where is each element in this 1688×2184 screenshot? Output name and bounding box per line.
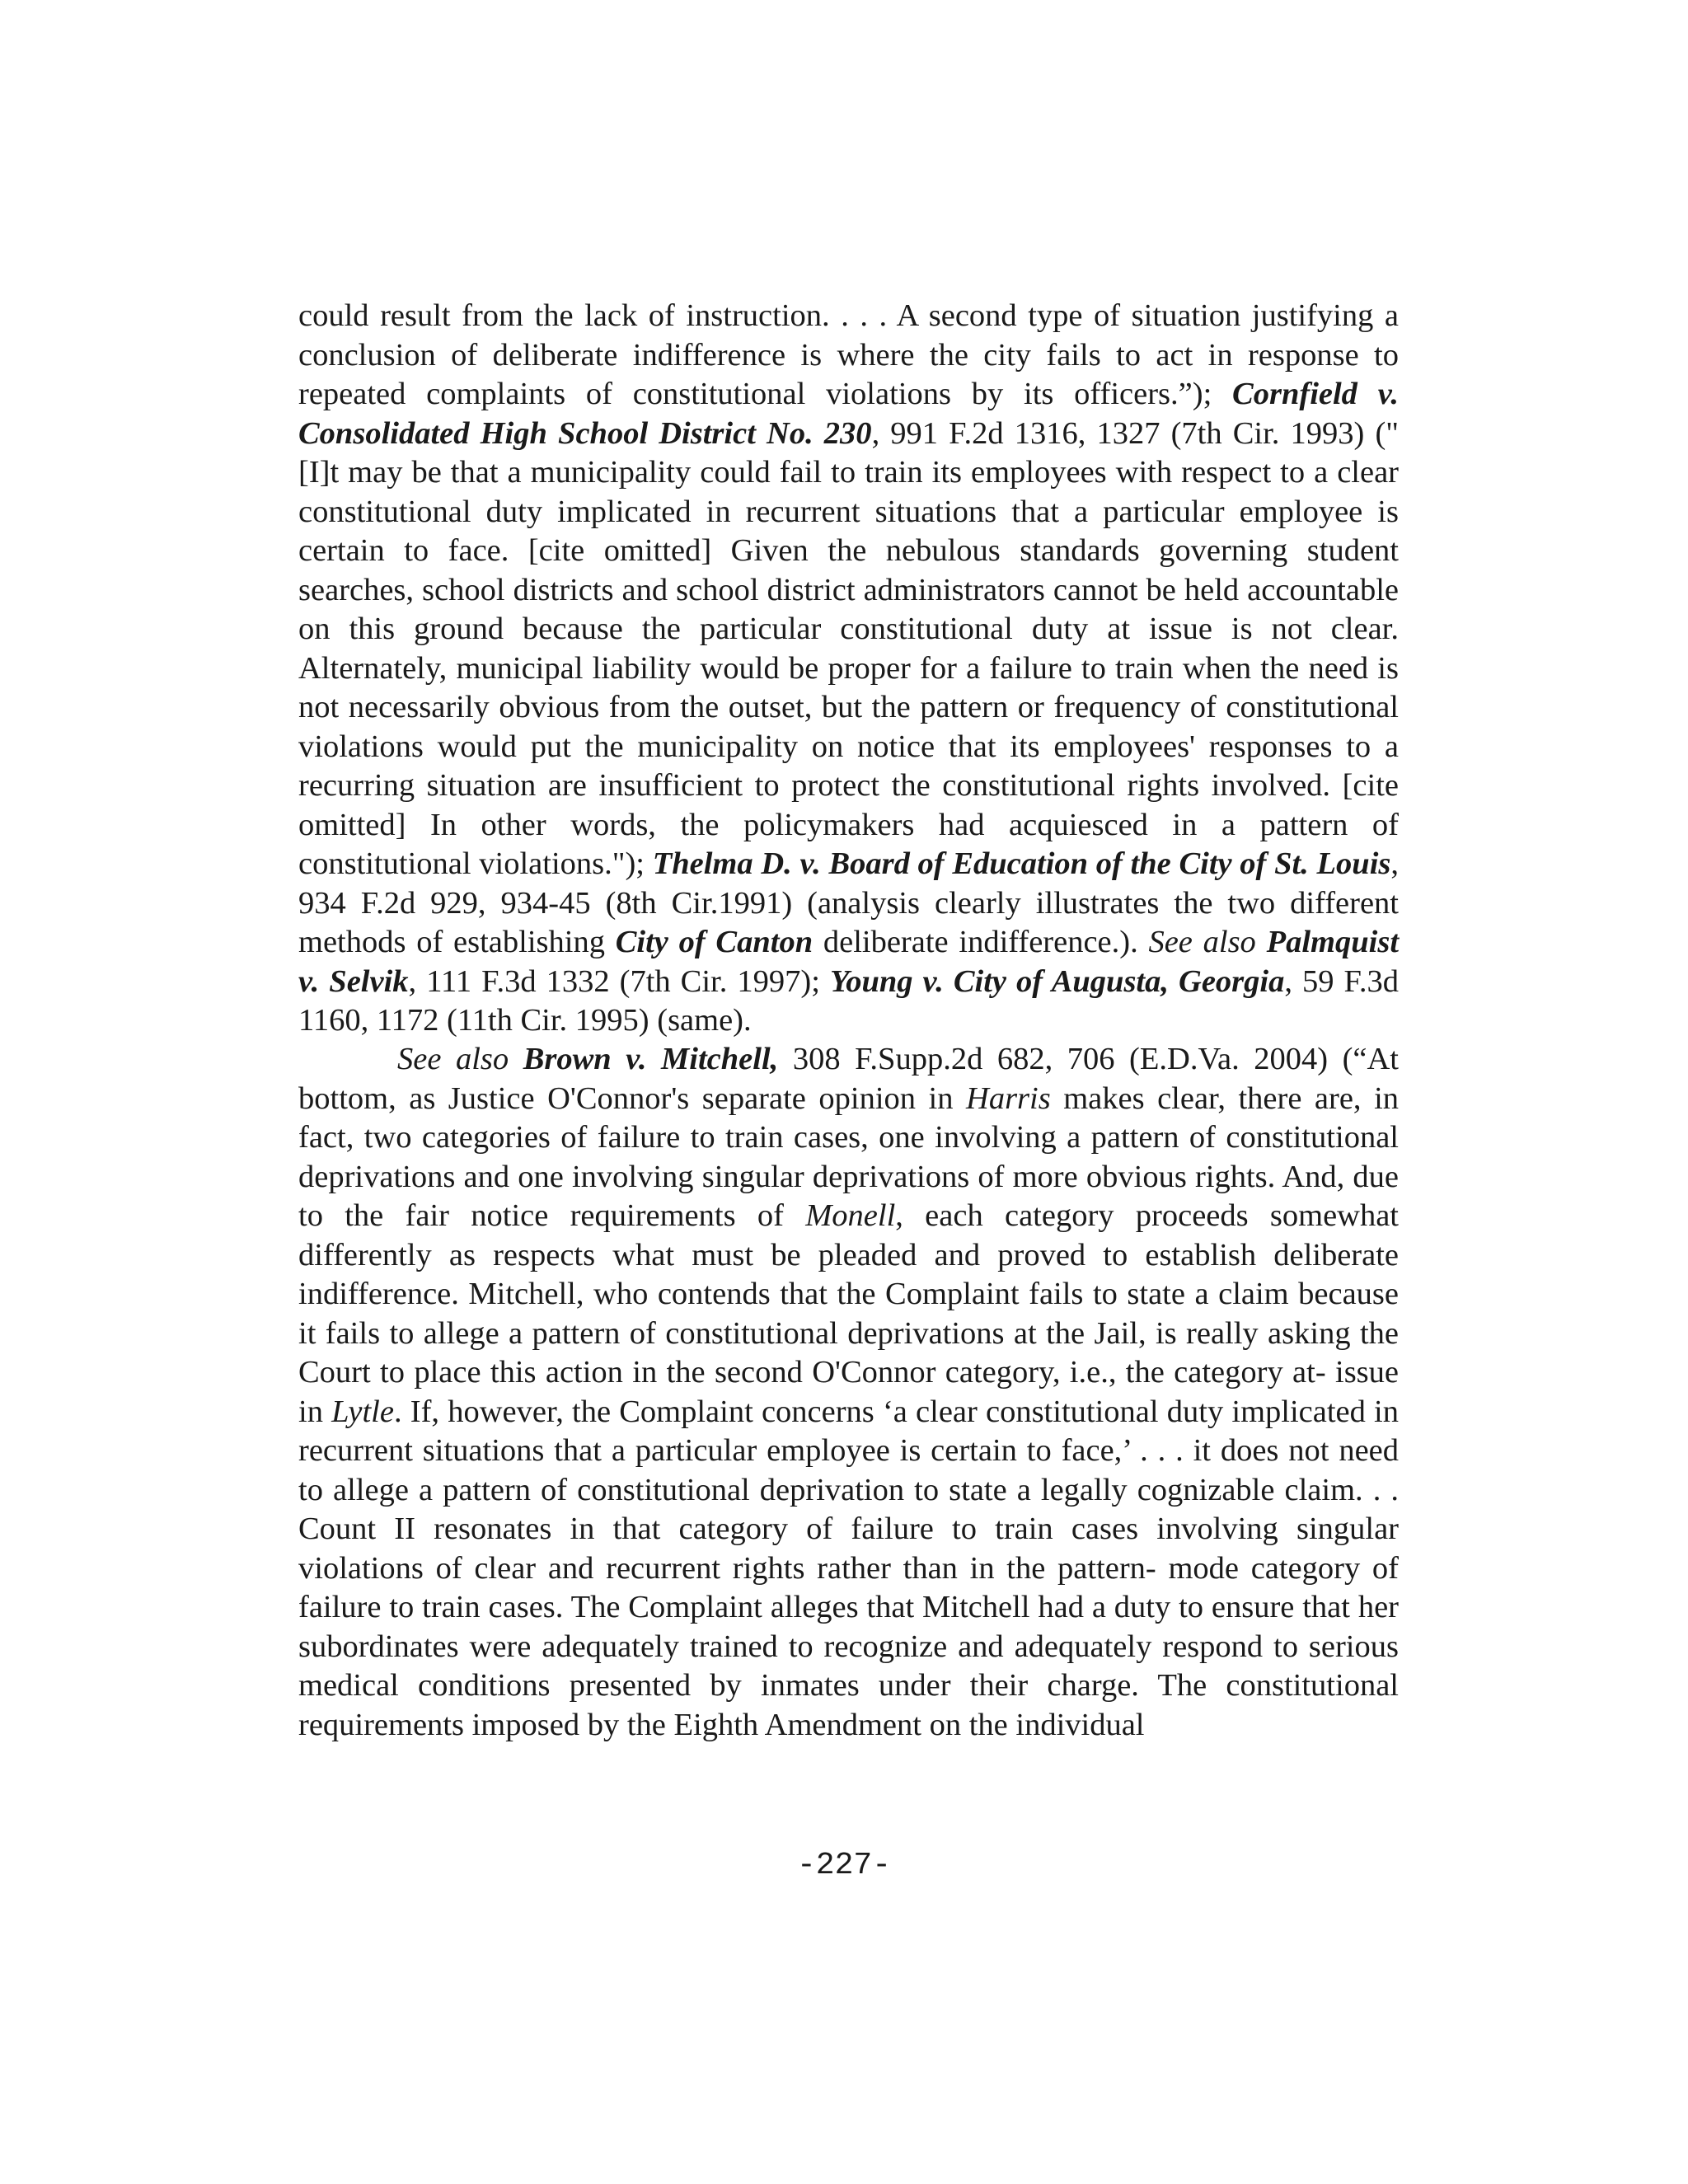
body-text [509, 1042, 523, 1076]
body-text: , 111 F.3d 1332 (7th Cir. 1997); [408, 963, 830, 999]
case-citation: Palmquist v. Selvik [298, 925, 1400, 999]
body-text: could result from the lack of instruction. . . . A second type of situation justifying a conclusion of deliberate indifference is where the city fails to act in response to repeated complaints of constitutional violations by its officers.”); [298, 298, 1399, 411]
italic-text: See also [1148, 925, 1256, 959]
body-text: . If, however, the Complaint concerns ‘a clear constitutional duty implicated in recurrent situations that a particular employee is certain to face,’ . . . it does not need to allege a pattern of constitutional deprivation to state a legally cognizable claim. . . Count II resonates in that category of failure to train cases involving singular violations of clear and recurrent rights rather than in the pattern- mode category of failure to train cases. The Complaint alleges that Mitchell had a duty to ensure that her subordinates were adequately trained to recognize and adequately respond to serious medical conditions presented by inmates under their charge. The constitutional requirements imposed by the Eighth Amendment on the individual [298, 1394, 1399, 1742]
body-text: , 991 F.2d 1316, 1327 (7th Cir. 1993) ("[I]t may be that a municipality could fail to train its employees with respect to a clear constitutional duty implicated in recurrent situations that a particular employee is certain to face. [cite omitted] Given the nebulous standards governing student searches, school districts and school district administrators cannot be held accountable on this ground because the particular constitutional duty at issue is not clear. Alternately, municipal liability would be proper for a failure to train when the need is not necessarily obvious from the outset, but the pattern or frequency of constitutional violations would put the municipality on notice that its employees' responses to a recurring situation are insufficient to protect the constitutional rights involved. [cite omitted] In other words, the policymakers had acquiesced in a pattern of constitutional violations."); [298, 415, 1399, 881]
body-text [1256, 925, 1267, 959]
body-text: , 934 F.2d 929, 934-45 (8th Cir.1991) (analysis clearly illustrates the two different methods of establishing [298, 846, 1399, 959]
body-text: makes clear, there are, in fact, two categories of failure to train cases, one involving a pattern of constitutional deprivations and one involving singular deprivations of more obvious rights. And, due to the fair notice requirements of [298, 1080, 1400, 1233]
page-number: -227- [796, 1848, 892, 1883]
body-text: , 59 F.3d 1160, 1172 (11th Cir. 1995) (same). [298, 963, 1399, 1038]
italic-text: Harris [966, 1080, 1051, 1116]
italic-text: Monell [805, 1198, 896, 1233]
body-text: 308 F.Supp.2d 682, 706 (E.D.Va. 2004) (“At bottom, as Justice O'Connor's separate opinion in [298, 1042, 1399, 1116]
italic-text: Lytle [331, 1394, 394, 1429]
body-text: deliberate indifference.). [813, 925, 1149, 959]
italic-text: See also [397, 1042, 509, 1076]
case-citation: Young v. City of Augusta, Georgia [829, 963, 1285, 999]
case-citation: City of Canton [615, 925, 814, 959]
case-citation: Cornfield v. Consolidated High School District No. 230 [298, 377, 1399, 451]
case-citation: Thelma D. v. Board of Education of the City of St. Louis [652, 846, 1391, 881]
body-text: , each category proceeds somewhat differently as respects what must be pleaded and proved to establish deliberate indifference. Mitchell, who contends that the Complaint fails to state a claim because it fails to allege a pattern of constitutional deprivations at the Jail, is really asking the Court to place this action in the second O'Connor category, i.e., the category at- issue in [298, 1198, 1399, 1429]
case-citation: Brown v. Mitchell, [523, 1042, 779, 1076]
paragraph-2 [298, 1040, 1399, 1745]
paragraph-1 [298, 297, 1399, 1041]
